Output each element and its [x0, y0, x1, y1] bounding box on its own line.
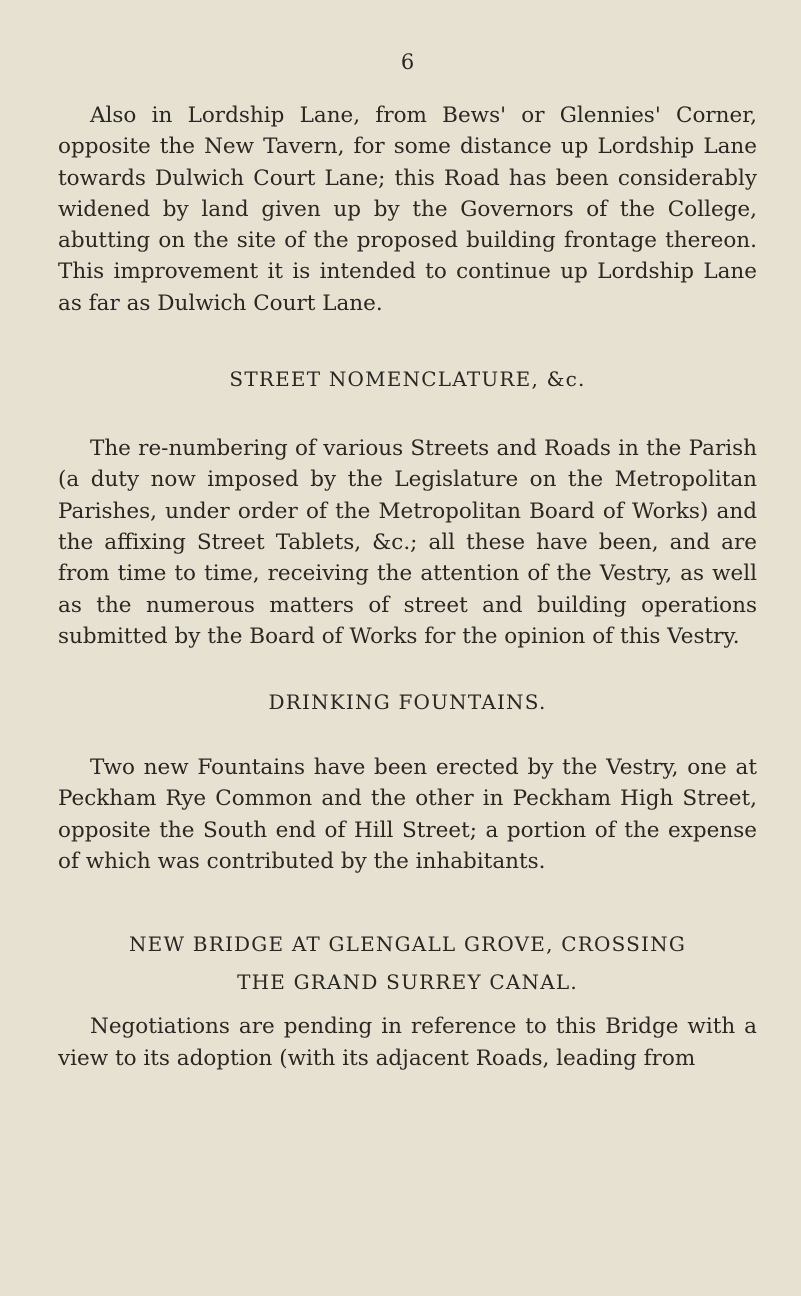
lordship-lane-paragraph: Also in Lordship Lane, from Bews' or Glennies' Corner, opposite the New Tavern, for some distance up Lordship Lane towards Dulwich Court Lane; this Road has been considerably widened by land given up by the Governors of the College, abutting on the site of the proposed building frontage thereon. This improvement it is intended to continue up Lordship Lane as far as Dulwich Court Lane.: [58, 103, 757, 316]
new-bridge-heading-line-1: NEW BRIDGE AT GLENGALL GROVE, CROSSING: [128, 932, 686, 957]
street-nomenclature-paragraph: The re-numbering of various Streets and Roads in the Parish (a duty now imposed by the Legislature on the Metropolitan Parishes, under order of the Metropolitan Board of Works) and the affixing Street Tablets, &c.; all these have been, and are from time to time, receiving the attention of the Vestry, as well as the numerous matters of street and building operations submitted by the Board of Works for the opinion of this Vestry.: [58, 436, 757, 649]
street-nomenclature-heading: STREET NOMENCLATURE, &c.: [229, 367, 586, 392]
new-bridge-paragraph: Negotiations are pending in reference to this Bridge with a view to its adoption (with its adjacent Roads, leading from: [58, 1014, 757, 1071]
drinking-fountains-heading: DRINKING FOUNTAINS.: [268, 690, 547, 715]
new-bridge-heading-line-2: THE GRAND SURREY CANAL.: [237, 970, 578, 995]
drinking-fountains-paragraph: Two new Fountains have been erected by the Vestry, one at Peckham Rye Common and the other in Peckham High Street, opposite the South end of Hill Street; a portion of the expense of which was contributed by the inhabitants.: [58, 755, 757, 875]
page-number: 6: [400, 50, 415, 74]
new-bridge-heading: [58, 925, 757, 1001]
